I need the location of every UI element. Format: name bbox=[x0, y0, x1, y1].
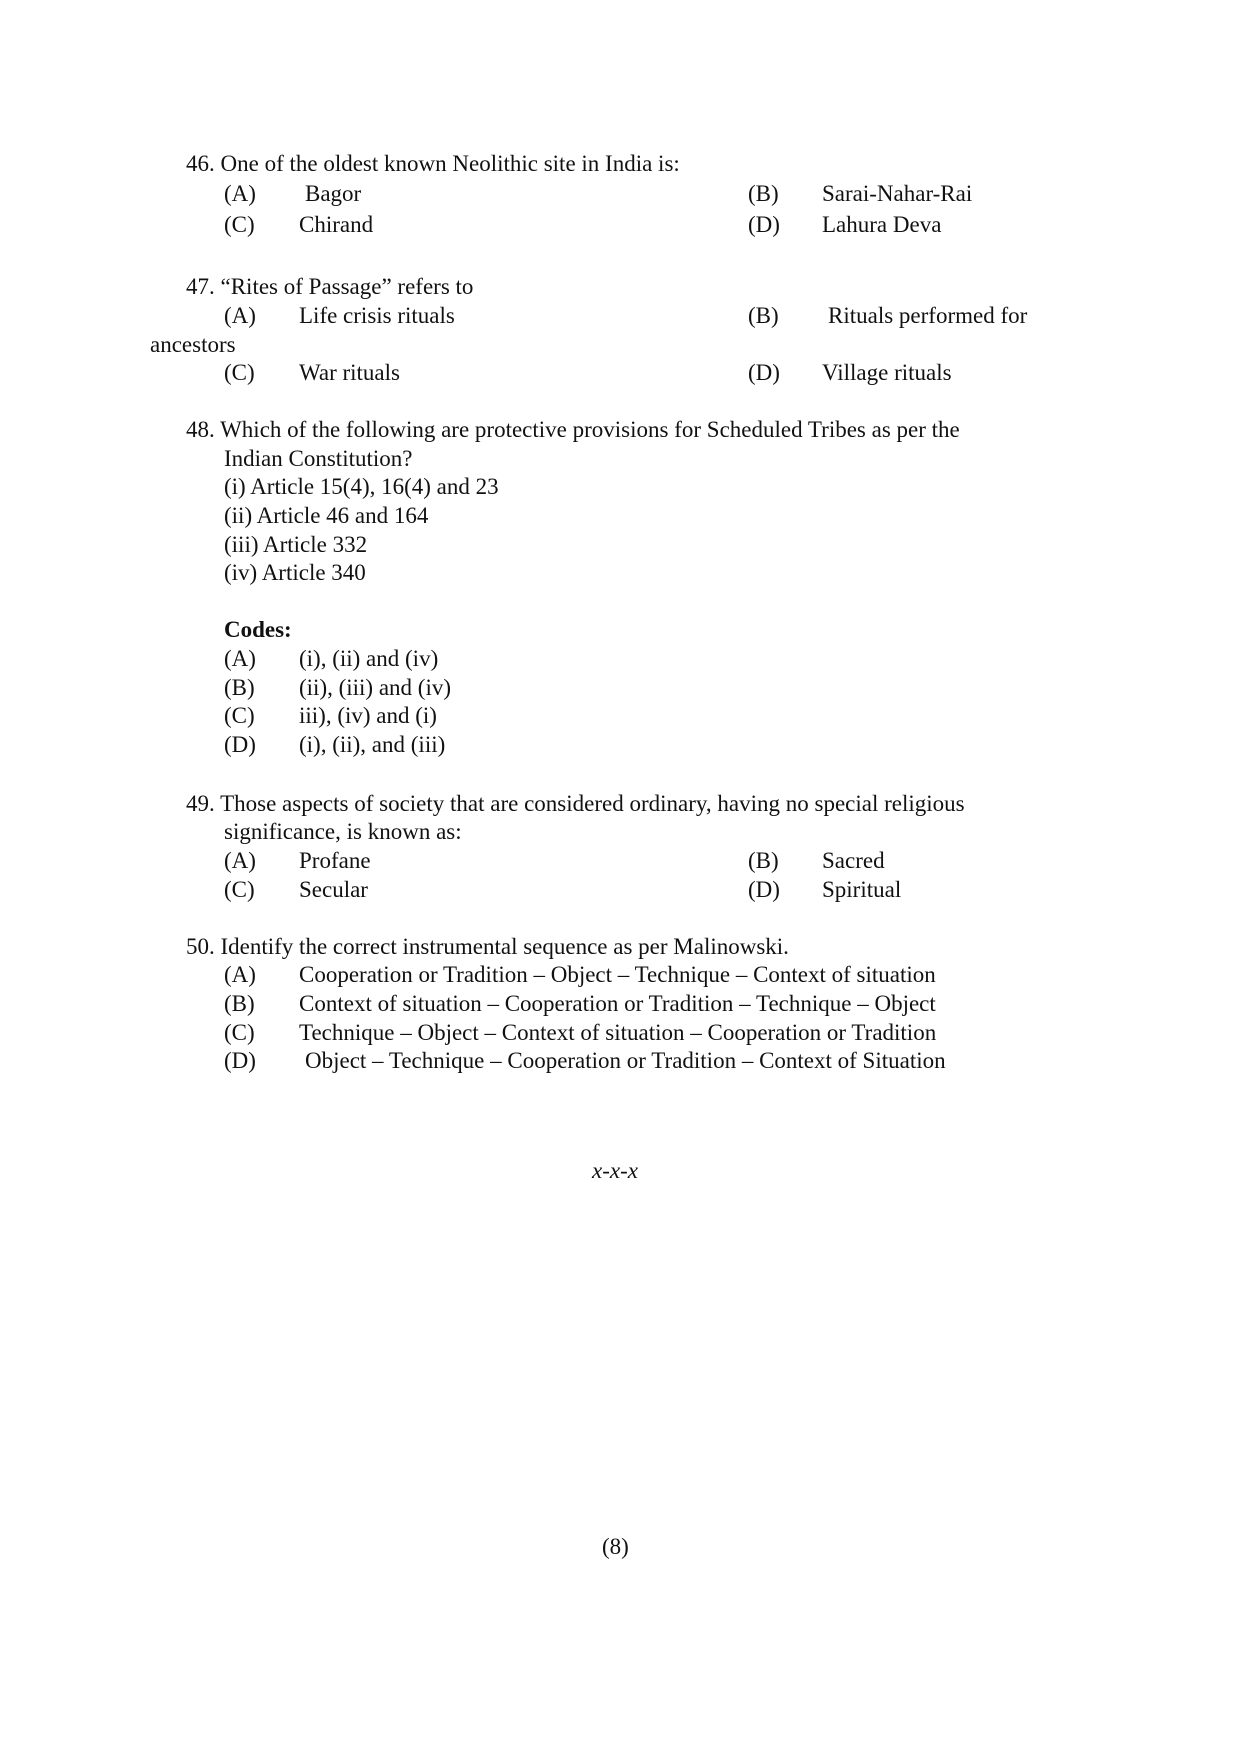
option-c-text: War rituals bbox=[299, 360, 400, 385]
option-c-text: Secular bbox=[299, 877, 368, 902]
question-50-stem bbox=[186, 933, 789, 961]
option-a-label: (A) bbox=[224, 962, 256, 987]
option-d-text: Village rituals bbox=[822, 360, 952, 385]
option-c-text: Technique – Object – Context of situation – Cooperation or Tradition bbox=[299, 1020, 937, 1045]
option-b-text: (ii), (iii) and (iv) bbox=[299, 675, 452, 700]
end-of-section-mark: x-x-x bbox=[592, 1158, 638, 1183]
statement-item: (iii) Article 332 bbox=[224, 532, 368, 557]
option-a-text: Profane bbox=[299, 848, 371, 873]
option-c-label: (C) bbox=[224, 703, 255, 728]
option-b-label: (B) bbox=[224, 991, 255, 1016]
page-number: (8) bbox=[602, 1534, 629, 1559]
question-48-stem bbox=[186, 416, 960, 444]
option-b-text: Context of situation – Cooperation or Tradition – Technique – Object bbox=[299, 991, 936, 1016]
option-b-text: Rituals performed for bbox=[828, 303, 1028, 328]
option-b-label: (B) bbox=[224, 675, 255, 700]
option-c-label: (C) bbox=[224, 877, 255, 902]
question-text: “Rites of Passage” refers to bbox=[220, 274, 474, 299]
option-d-text: Spiritual bbox=[822, 877, 902, 902]
option-d-label: (D) bbox=[748, 360, 780, 385]
option-c-label: (C) bbox=[224, 360, 255, 385]
option-d-text: Lahura Deva bbox=[822, 212, 942, 237]
question-text: Those aspects of society that are considered ordinary, having no special religious bbox=[220, 791, 965, 816]
option-a-text: Bagor bbox=[305, 181, 362, 206]
option-a-text: Cooperation or Tradition – Object – Technique – Context of situation bbox=[299, 962, 936, 987]
statement-item: (ii) Article 46 and 164 bbox=[224, 503, 429, 528]
option-a-text: (i), (ii) and (iv) bbox=[299, 646, 439, 671]
option-c-text: Chirand bbox=[299, 212, 374, 237]
statement-item: (i) Article 15(4), 16(4) and 23 bbox=[224, 474, 499, 499]
option-d-text: Object – Technique – Cooperation or Tradition – Context of Situation bbox=[305, 1048, 946, 1073]
option-c-label: (C) bbox=[224, 212, 255, 237]
option-a-text: Life crisis rituals bbox=[299, 303, 455, 328]
option-a-label: (A) bbox=[224, 181, 256, 206]
question-number: 46. bbox=[186, 151, 215, 176]
option-b-text-wrap: ancestors bbox=[150, 332, 236, 357]
codes-heading: Codes: bbox=[224, 617, 292, 642]
question-text-continued: significance, is known as: bbox=[224, 819, 462, 844]
option-c-text: iii), (iv) and (i) bbox=[299, 703, 437, 728]
question-47-stem bbox=[186, 273, 473, 301]
option-b-label: (B) bbox=[748, 181, 779, 206]
question-number: 47. bbox=[186, 274, 215, 299]
question-text: One of the oldest known Neolithic site in India is: bbox=[220, 151, 680, 176]
question-number: 50. bbox=[186, 934, 215, 959]
option-b-label: (B) bbox=[748, 303, 779, 328]
question-text-continued: Indian Constitution? bbox=[224, 446, 413, 471]
option-d-label: (D) bbox=[224, 1048, 256, 1073]
option-b-text: Sarai-Nahar-Rai bbox=[822, 181, 973, 206]
question-number: 48. bbox=[186, 417, 215, 442]
option-c-label: (C) bbox=[224, 1020, 255, 1045]
question-text: Identify the correct instrumental sequence as per Malinowski. bbox=[220, 934, 789, 959]
option-a-label: (A) bbox=[224, 303, 256, 328]
option-b-label: (B) bbox=[748, 848, 779, 873]
option-a-label: (A) bbox=[224, 646, 256, 671]
question-49-stem bbox=[186, 790, 965, 818]
option-a-label: (A) bbox=[224, 848, 256, 873]
option-b-text: Sacred bbox=[822, 848, 885, 873]
option-d-label: (D) bbox=[748, 212, 780, 237]
statement-item: (iv) Article 340 bbox=[224, 560, 366, 585]
option-d-label: (D) bbox=[224, 732, 256, 757]
question-number: 49. bbox=[186, 791, 215, 816]
question-text: Which of the following are protective provisions for Scheduled Tribes as per the bbox=[220, 417, 960, 442]
option-d-text: (i), (ii), and (iii) bbox=[299, 732, 446, 757]
option-d-label: (D) bbox=[748, 877, 780, 902]
question-46-stem bbox=[186, 150, 680, 178]
